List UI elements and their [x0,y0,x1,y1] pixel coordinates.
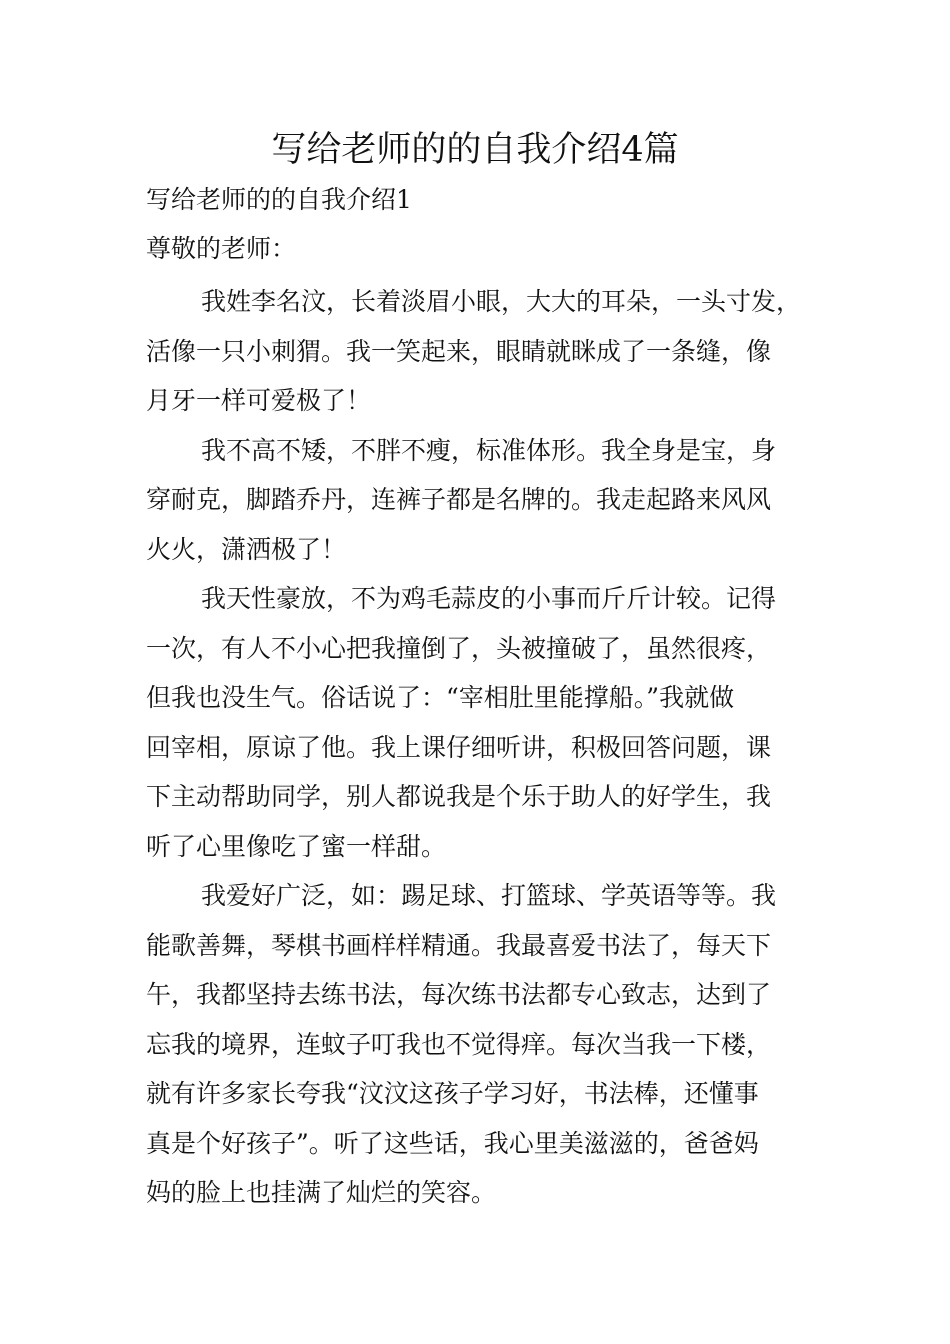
letter-body [146,277,811,1218]
text-line: 但我也没生气。俗话说了：“宰相肚里能撑船。”我就做 [146,683,735,712]
text-line: 一次，有人不小心把我撞倒了，头被撞破了，虽然很疼， [146,633,772,663]
paragraph-build [146,426,811,575]
paragraph-personality [146,574,811,871]
text-line: 月牙一样可爱极了！ [146,386,372,415]
text-line: 我姓李名汶，长着淡眉小眼，大大的耳朵，一头寸发， [201,287,802,316]
text-line: 穿耐克，脚踏乔丹，连裤子都是名牌的。我走起路来风风 [146,485,772,514]
paragraph-hobbies [146,871,811,1218]
text-line: 能歌善舞，琴棋书画样样精通。我最喜爱书法了，每天下 [146,930,772,960]
text-line: 妈的脸上也挂满了灿烂的笑容。 [146,1178,497,1207]
text-line: 我爱好广泛，如：踢足球、打篮球、学英语等等。我 [201,881,777,910]
text-line: 我不高不矮，不胖不瘦，标准体形。我全身是宝，身 [201,435,777,465]
text-line: 忘我的境界，连蚊子叮我也不觉得痒。每次当我一下楼， [146,1029,772,1059]
text-line: 下主动帮助同学，别人都说我是个乐于助人的好学生，我 [146,782,772,811]
text-line: 活像一只小刺猬。我一笑起来，眼睛就眯成了一条缝，像 [146,336,772,366]
text-line: 我天性豪放，不为鸡毛蒜皮的小事而斤斤计较。记得 [201,584,777,613]
text-line: 火火，潇洒极了！ [146,534,347,564]
section-heading: 写给老师的的自我介绍1 [146,185,412,214]
text-line: 就有许多家长夸我“汶汶这孩子学习好，书法棒，还懂事 [146,1079,759,1108]
document-title: 写给老师的的自我介绍4篇 [271,130,679,170]
text-line: 回宰相，原谅了他。我上课仔细听讲，积极回答问题，课 [146,732,772,762]
text-line: 午，我都坚持去练书法，每次练书法都专心致志，达到了 [146,980,772,1009]
paragraph-appearance [146,277,811,426]
text-line: 真是个好孩子”。听了这些话，我心里美滋滋的，爸爸妈 [146,1128,759,1158]
text-line: 听了心里像吃了蜜一样甜。 [146,831,447,861]
salutation: 尊敬的老师： [146,234,297,263]
